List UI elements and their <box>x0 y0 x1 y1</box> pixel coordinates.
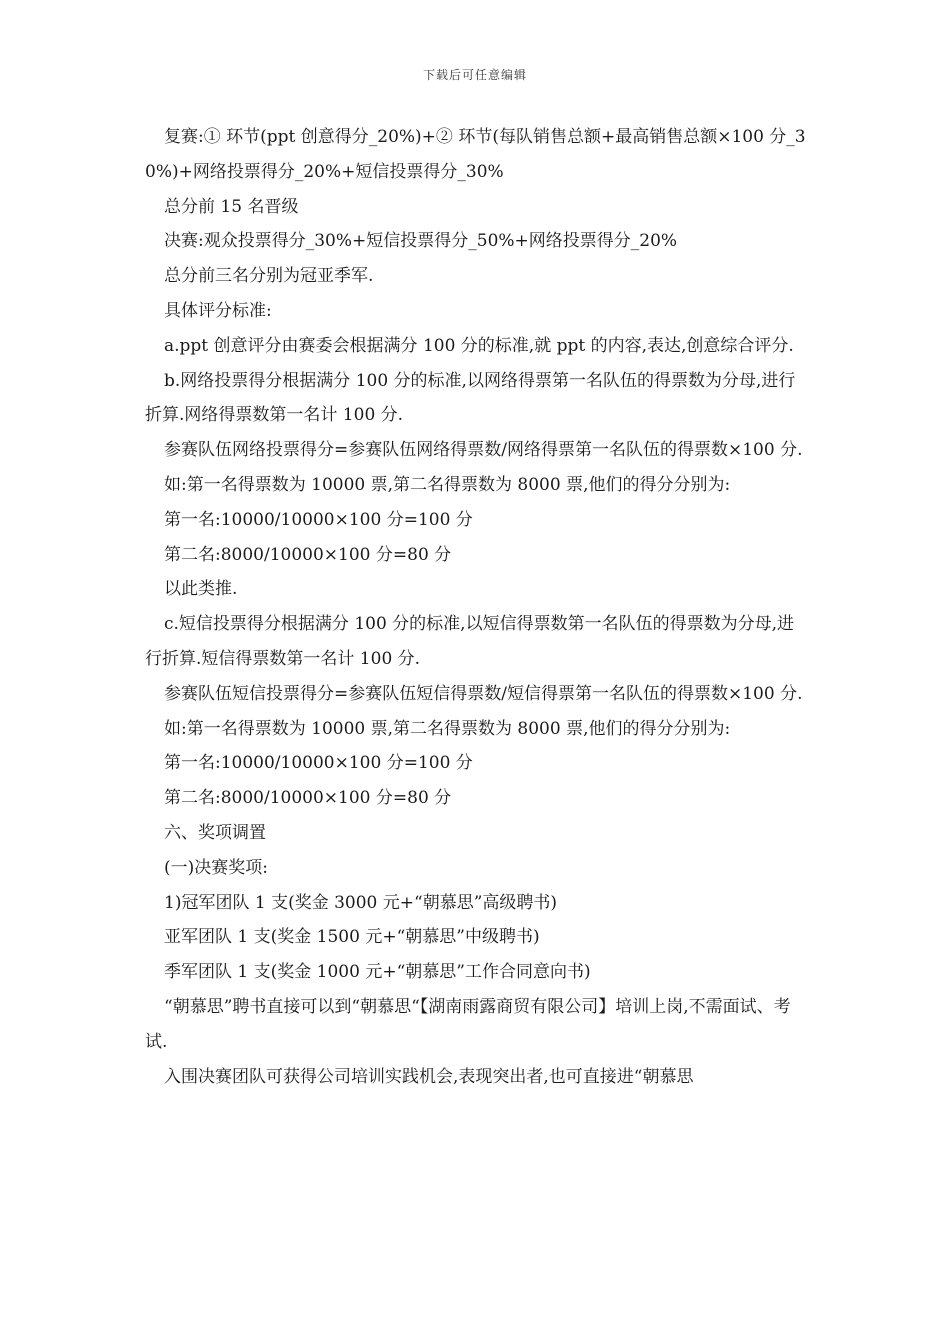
paragraph-example-first: 第一名:10000/10000×100 分=100 分 <box>164 509 473 530</box>
paragraph-criteria-c: c.短信投票得分根据满分 100 分的标准,以短信得票数第一名队伍的得票数为分母,进行折算.短信得票数第一名计 100 分. <box>145 614 794 669</box>
subsection-heading-final-awards: (一)决赛奖项: <box>164 857 268 878</box>
paragraph-criteria-a: a.ppt 创意评分由赛委会根据满分 100 分的标准,就 ppt 的内容,表达,创意综合评分. <box>164 335 794 356</box>
paragraph-rematch-formula: 复赛:① 环节(ppt 创意得分_20%)+② 环节(每队销售总额+最高销售总额×100 分_30%)+网络投票得分_20%+短信投票得分_30% <box>145 127 806 182</box>
paragraph-criteria-b: b.网络投票得分根据满分 100 分的标准,以网络得票第一名队伍的得票数为分母,进行折算.网络得票数第一名计 100 分. <box>145 370 796 426</box>
paragraph-champion: 1)冠军团队 1 支(奖金 3000 元+“朝慕思”高级聘书) <box>164 892 558 913</box>
paragraph-example-intro-2: 如:第一名得票数为 10000 票,第二名得票数为 8000 票,他们的得分分别为: <box>164 718 731 739</box>
document-body <box>145 120 810 1094</box>
paragraph-example-second-2: 第二名:8000/10000×100 分=80 分 <box>164 788 452 809</box>
paragraph-finalist-opportunity: 入围决赛团队可获得公司培训实践机会,表现突出者,也可直接进“朝慕思 <box>164 1066 694 1087</box>
page-header: 下载后可任意编辑 <box>422 68 527 82</box>
paragraph-example-second: 第二名:8000/10000×100 分=80 分 <box>164 544 452 565</box>
paragraph-sms-vote-formula: 参赛队伍短信投票得分=参赛队伍短信得票数/短信得票第一名队伍的得票数×100 分. <box>164 683 803 704</box>
paragraph-third-place: 季军团队 1 支(奖金 1000 元+“朝慕思”工作合同意向书) <box>164 962 591 983</box>
paragraph-criteria-heading: 具体评分标准: <box>164 300 272 321</box>
paragraph-final-formula: 决赛:观众投票得分_30%+短信投票得分_50%+网络投票得分_20% <box>164 231 678 252</box>
paragraph-web-vote-formula: 参赛队伍网络投票得分=参赛队伍网络得票数/网络得票第一名队伍的得票数×100 分. <box>164 440 803 461</box>
paragraph-top15: 总分前 15 名晋级 <box>164 196 299 217</box>
paragraph-example-intro: 如:第一名得票数为 10000 票,第二名得票数为 8000 票,他们的得分分别为: <box>164 474 731 495</box>
paragraph-certificate-note: “朝慕思”聘书直接可以到“朝慕思“【湖南雨露商贸有限公司】培训上岗,不需面试、考试. <box>145 996 791 1052</box>
paragraph-example-first-2: 第一名:10000/10000×100 分=100 分 <box>164 753 473 774</box>
section-heading-awards: 六、奖项调置 <box>164 822 266 843</box>
paragraph-runner-up: 亚军团队 1 支(奖金 1500 元+“朝慕思”中级聘书) <box>164 927 540 948</box>
paragraph-and-so-on: 以此类推. <box>164 579 238 600</box>
paragraph-top3: 总分前三名分别为冠亚季军. <box>164 266 374 287</box>
